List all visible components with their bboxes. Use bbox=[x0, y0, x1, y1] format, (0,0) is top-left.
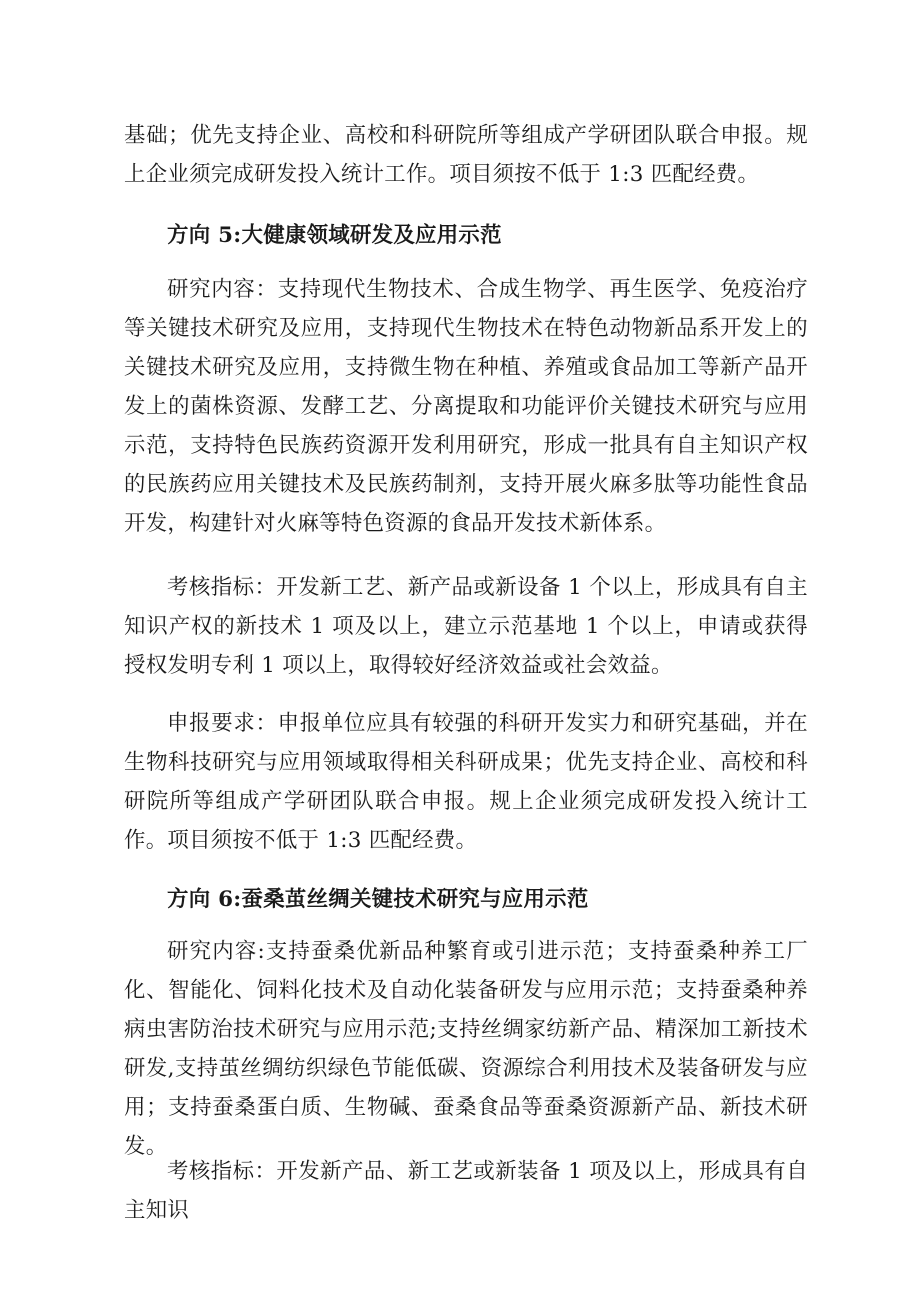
paragraph-continuation: 基础；优先支持企业、高校和科研院所等组成产学研团队联合申报。规上企业须完成研发投入统计工作。项目须按不低于 1:3 匹配经费。 bbox=[124, 123, 808, 187]
paragraph-research-content-5: 研究内容：支持现代生物技术、合成生物学、再生医学、免疫治疗等关键技术研究及应用，支持现代生物技术在特色动物新品系开发上的关键技术研究及应用，支持微生物在种植、养殖或食品加工等新产品开发上的菌株资源、发酵工艺、分离提取和功能评价关键技术研究与应用示范，支持特色民族药资源开发利用研究，形成一批具有自主知识产权的民族药应用关键技术及民族药制剂，支持开展火麻多肽等功能性食品开发，构建针对火麻等特色资源的食品开发技术新体系。 bbox=[124, 277, 808, 536]
section-heading-direction-6: 方向 6:蚕桑茧丝绸关键技术研究与应用示范 bbox=[167, 887, 589, 912]
paragraph-assessment-indicators-6: 考核指标：开发新产品、新工艺或新装备 1 项及以上，形成具有自主知识 bbox=[124, 1159, 808, 1223]
paragraph-research-content-6: 研究内容:支持蚕桑优新品种繁育或引进示范；支持蚕桑种养工厂化、智能化、饲料化技术及自动化装备研发与应用示范；支持蚕桑种养病虫害防治技术研究与应用示范;支持丝绸家纺新产品、精深加工新技术研发,支持茧丝绸纺织绿色节能低碳、资源综合利用技术及装备研发与应用；支持蚕桑蛋白质、生物碱、蚕桑食品等蚕桑资源新产品、新技术研发。 bbox=[124, 939, 808, 1159]
paragraph-assessment-indicators-5: 考核指标：开发新工艺、新产品或新设备 1 个以上，形成具有自主知识产权的新技术 1 项及以上，建立示范基地 1 个以上，申请或获得授权发明专利 1 项以上，取得较好经济效益或社会效益。 bbox=[124, 575, 808, 678]
paragraph-application-requirements-5: 申报要求：申报单位应具有较强的科研开发实力和研究基础，并在生物科技研究与应用领域取得相关科研成果；优先支持企业、高校和科研院所等组成产学研团队联合申报。规上企业须完成研发投入统计工作。项目须按不低于 1:3 匹配经费。 bbox=[124, 711, 808, 853]
section-heading-direction-5: 方向 5:大健康领域研发及应用示范 bbox=[167, 223, 502, 248]
